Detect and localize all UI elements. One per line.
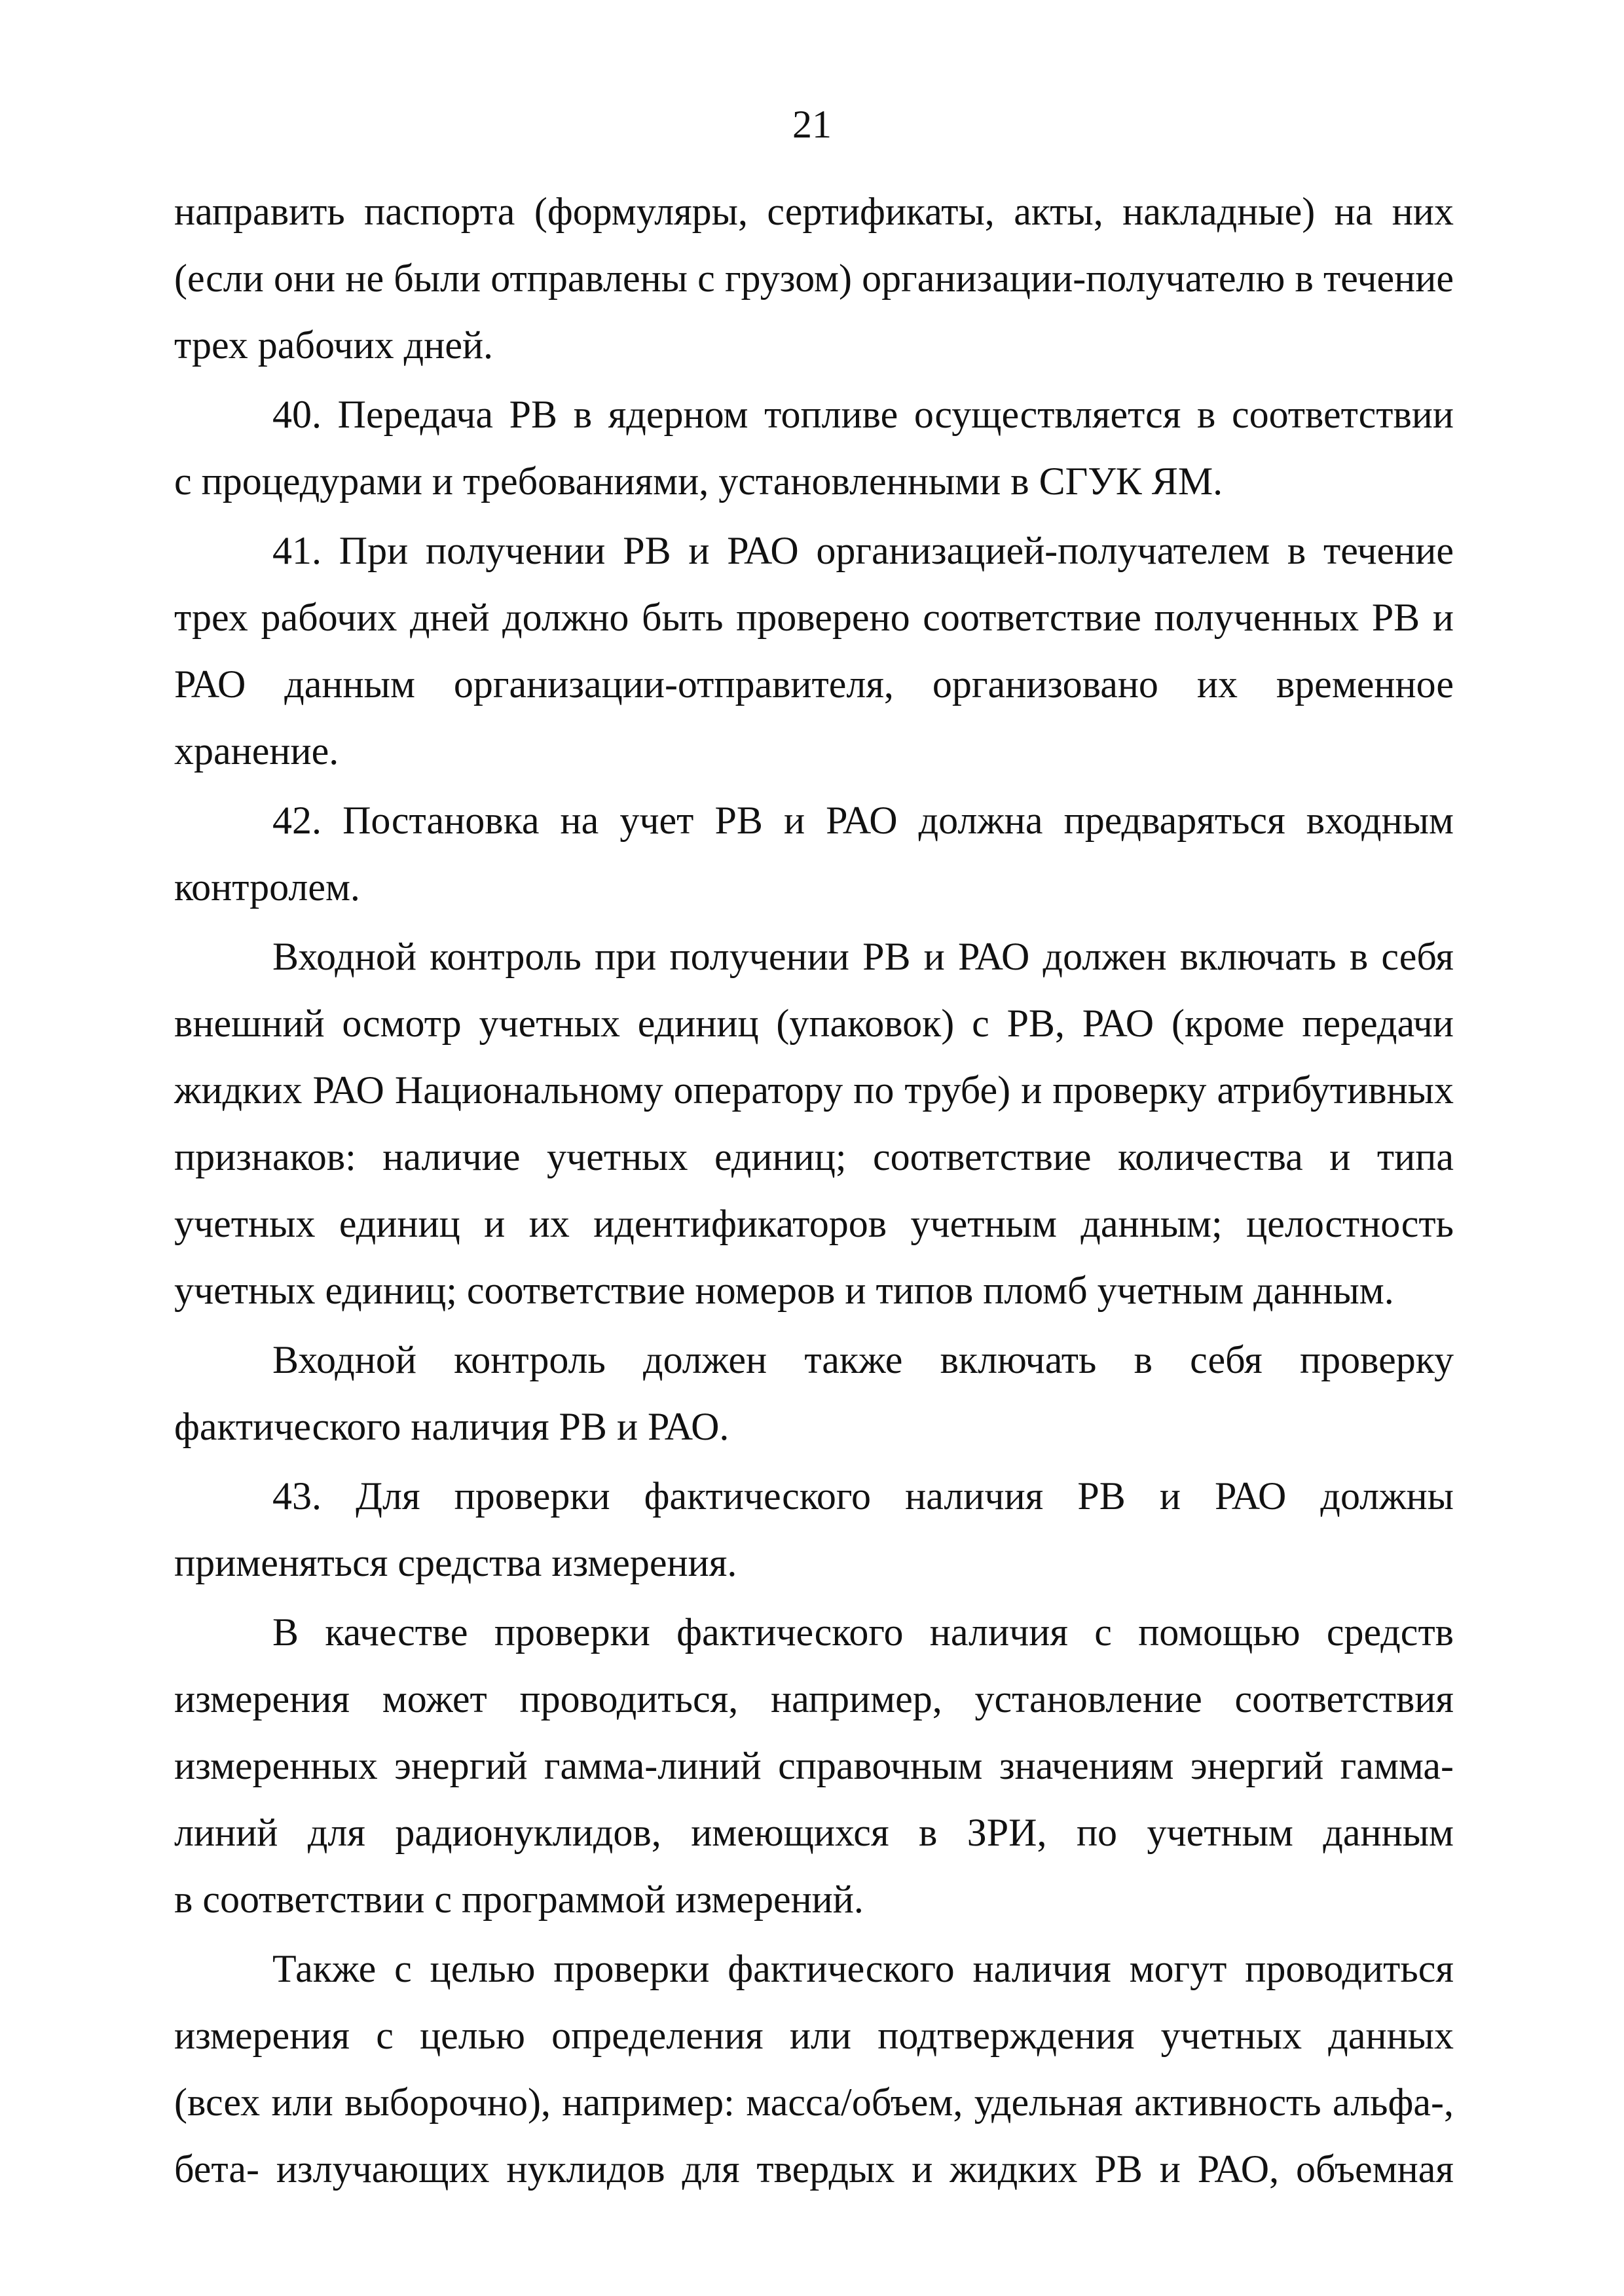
text-line: В качестве проверки фактического наличия с помощью средств [272,1611,1454,1654]
text-line: в соответствии с программой измерений. [174,1878,864,1921]
text-line: Входной контроль должен также включать в себя проверку [272,1338,1454,1381]
text-line: направить паспорта (формуляры, сертификаты, акты, накладные) на них [174,190,1454,233]
text-line: с процедурами и требованиями, установленными в СГУК ЯМ. [174,460,1223,503]
text-line: фактического наличия РВ и РАО. [174,1405,729,1448]
text-line: внешний осмотр учетных единиц (упаковок) с РВ, РАО (кроме передачи [174,1002,1454,1045]
text-line: хранение. [174,729,339,773]
text-line: измерения может проводиться, например, установление соответствия [174,1677,1454,1721]
paragraph [174,787,1454,920]
paragraph [174,178,1454,378]
document-body [174,178,1454,2202]
text-line: трех рабочих дней. [174,323,494,367]
text-line: линий для радионуклидов, имеющихся в ЗРИ, по учетным данным [174,1811,1454,1854]
text-line: применяться средства измерения. [174,1541,737,1584]
paragraph [174,1935,1454,2202]
paragraph [174,1326,1454,1460]
text-line: Входной контроль при получении РВ и РАО должен включать в себя [272,935,1454,978]
paragraph [174,517,1454,784]
text-line: жидких РАО Национальному оператору по трубе) и проверку атрибутивных [174,1068,1454,1112]
page-number: 21 [792,103,832,146]
paragraph [174,923,1454,1324]
text-line: учетных единиц; соответствие номеров и типов пломб учетным данным. [174,1269,1394,1312]
text-line: (если они не были отправлены с грузом) организации-получателю в течение [174,257,1454,300]
text-line: (всех или выборочно), например: масса/объем, удельная активность альфа-, [174,2081,1454,2124]
text-line: признаков: наличие учетных единиц; соответствие количества и типа [174,1135,1454,1178]
paragraph [174,1599,1454,1933]
text-line: РАО данным организации-отправителя, организовано их временное [174,663,1454,706]
text-line: 41. При получении РВ и РАО организацией-получателем в течение [272,529,1454,572]
text-line: 40. Передача РВ в ядерном топливе осуществляется в соответствии [272,393,1454,436]
text-line: учетных единиц и их идентификаторов учетным данным; целостность [174,1202,1454,1245]
text-line: трех рабочих дней должно быть проверено соответствие полученных РВ и [174,596,1454,639]
text-line: измерения с целью определения или подтверждения учетных данных [174,2014,1454,2057]
paragraph [174,1463,1454,1596]
text-line: 43. Для проверки фактического наличия РВ и РАО должны [272,1474,1454,1518]
text-line: 42. Постановка на учет РВ и РАО должна предваряться входным [272,799,1454,842]
text-line: бета- излучающих нуклидов для твердых и жидких РВ и РАО, объемная [174,2147,1454,2191]
text-line: Также с целью проверки фактического наличия могут проводиться [272,1947,1454,1990]
text-line: контролем. [174,866,360,909]
paragraph [174,381,1454,515]
text-line: измеренных энергий гамма-линий справочным значениям энергий гамма- [174,1744,1454,1787]
